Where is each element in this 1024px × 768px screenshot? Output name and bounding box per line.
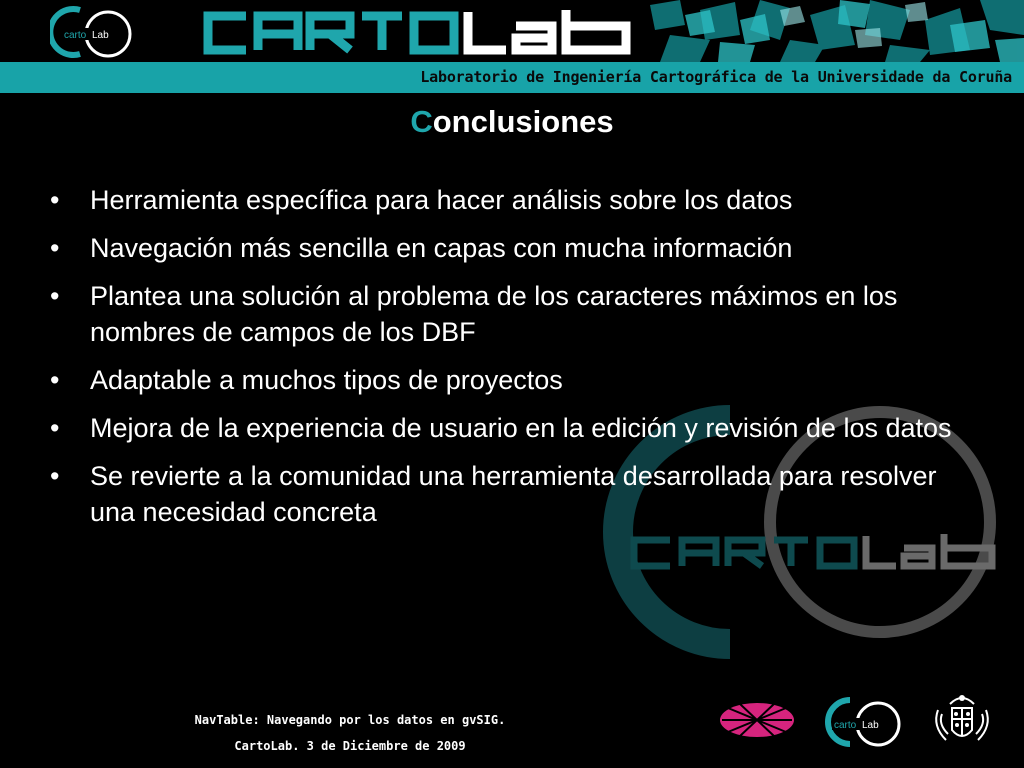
bullet-text: Se revierte a la comunidad una herramienta desarrollada para resolver una necesidad concreta [90,461,937,527]
university-crest [930,690,994,752]
list-item [50,458,980,530]
list-item [50,362,980,398]
footer-presentation-title: NavTable: Navegando por los datos en gvSIG. [194,713,506,727]
bullet-glyph: • [50,365,60,395]
list-item [50,278,980,350]
bullet-text: Navegación más sencilla en capas con mucha información [90,233,793,263]
mosaic-decoration-icon [640,0,1024,62]
list-item [50,182,980,218]
title-initial: C [410,104,433,139]
footer-date: CartoLab. 3 de Diciembre de 2009 [234,739,466,753]
bullet-glyph: • [50,413,60,443]
cartolab-logo [50,4,136,60]
svg-text:carto: carto [834,720,857,731]
pink-logo [718,700,796,740]
bullet-glyph: • [50,461,60,491]
institution-band [0,62,1024,93]
list-item [50,230,980,266]
bullet-glyph: • [50,185,60,215]
header [0,0,1024,62]
bullet-glyph: • [50,281,60,311]
bullet-text: Adaptable a muchos tipos de proyectos [90,365,563,395]
svg-text:Lab: Lab [862,720,879,731]
bullet-glyph: • [50,233,60,263]
slide-title [0,104,1024,140]
bullet-text: Plantea una solución al problema de los caracteres máximos en los nombres de campos de los DBF [90,281,898,347]
svg-text:Lab: Lab [92,30,109,41]
cartolab-wordmark [196,8,636,58]
svg-text:carto: carto [64,30,87,41]
institution-name: Laboratorio de Ingeniería Cartográfica de la Universidade da Coruña [420,68,1012,86]
bullet-list [50,182,980,542]
bullet-text: Mejora de la experiencia de usuario en la edición y revisión de los datos [90,413,952,443]
bullet-text: Herramienta específica para hacer análisis sobre los datos [90,185,793,215]
title-rest: onclusiones [432,104,614,139]
list-item [50,410,980,446]
cartolab-footer-logo [822,695,904,749]
